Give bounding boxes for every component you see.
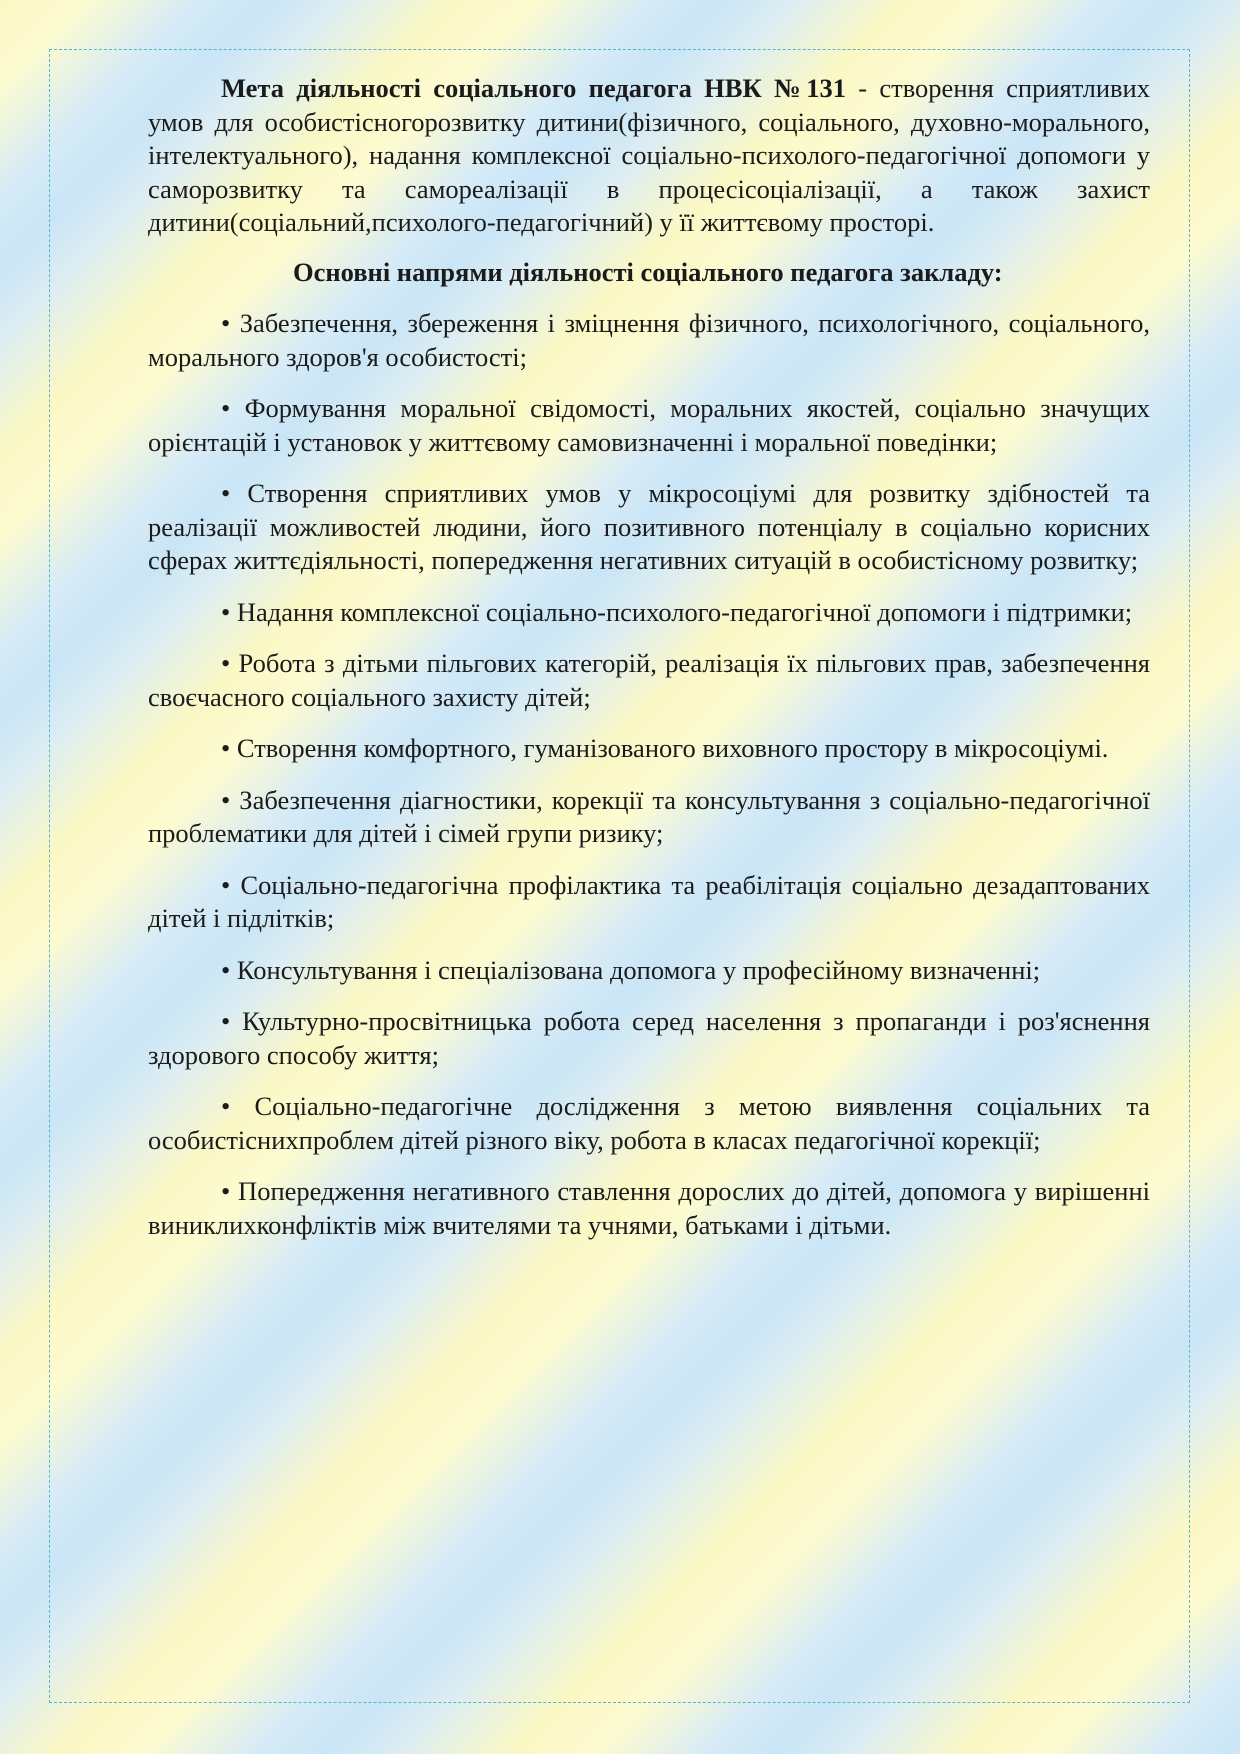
list-item: • Формування моральної свідомості, моральних якостей, соціально значущих орієнтацій і установок у життєвому самовизначенні і моральної поведінки; — [148, 393, 1150, 457]
list-item: • Забезпечення, збереження і зміцнення фізичного, психологічного, соціального, морального здоров'я особистості; — [148, 308, 1150, 372]
intro-paragraph — [148, 72, 1150, 240]
list-item: • Попередження негативного ставлення дорослих до дітей, допомога у вирішенні виниклихконфліктів між вчителями та учнями, батьками і дітьми. — [148, 1176, 1150, 1240]
list-item: • Соціально-педагогічне дослідження з метою виявлення соціальних та особистіснихпроблем дітей різного віку, робота в класах педагогічної корекції; — [148, 1091, 1150, 1155]
intro-text: - створення сприятливих умов для особистісногорозвитку дитини(фізичного, соціального, духовно-морального, інтелектуального), надання комплексної соціально-психолого-педагогічної допомоги у саморозвитку та самореалізації в процесісоціалізації, а також захист дитини(соціальний,психолого-педагогічний) у її життєвому просторі. — [148, 73, 1150, 237]
list-item: • Консультування і спеціалізована допомога у професійному визначенні; — [221, 954, 1041, 985]
list-item: • Соціально-педагогічна профілактика та реабілітація соціально дезадаптованих дітей і підлітків; — [148, 869, 1150, 933]
intro-lead: Мета діяльності соціального педагога НВК №131 — [221, 73, 846, 103]
list-item: • Забезпечення діагностики, корекції та консультування з соціально-педагогічної проблематики для дітей і сімей групи ризику; — [148, 784, 1150, 848]
list-item: • Створення комфортного, гуманізованого виховного простору в мікросоціумі. — [221, 733, 1109, 763]
list-item: • Надання комплексної соціально-психолого-педагогічної допомоги і підтримки; — [221, 596, 1133, 627]
list-item: • Створення сприятливих умов у мікросоціумі для розвитку здібностей та реалізації можливостей людини, його позитивного потенціалу в соціально корисних сферах життєдіяльності, попередження негативних ситуацій в особистісному розвитку; — [148, 478, 1150, 575]
list-item: • Робота з дітьми пільгових категорій, реалізація їх пільгових прав, забезпечення своєчасного соціального захисту дітей; — [148, 648, 1150, 712]
list-item: • Культурно-просвітницька робота серед населення з пропаганди і роз'яснення здорового способу життя; — [148, 1006, 1150, 1070]
document-body — [148, 72, 1150, 1260]
section-heading: Основні напрями діяльності соціального педагога закладу: — [293, 256, 1003, 287]
